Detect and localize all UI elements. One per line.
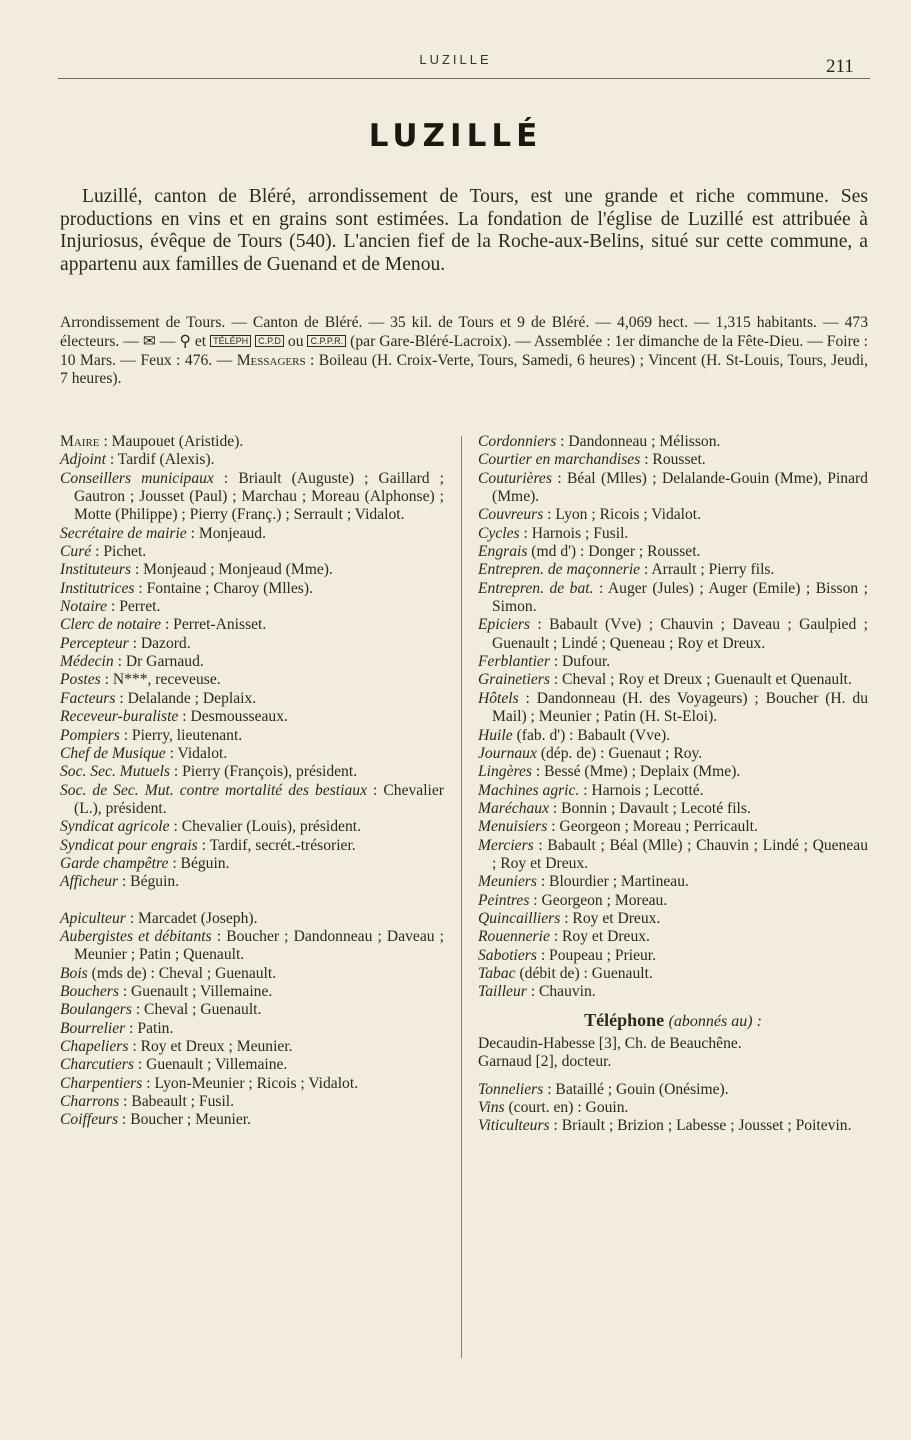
stats-text-3: : Boileau (H. Croix-Verte, Tours, Samedi, 6 heures) ; Vincent (H. St-Louis, Tours, Jeudi, 7 heures). [60,351,868,388]
entry-label: Pompiers [60,726,120,744]
stats-or: ou [287,333,304,351]
entry-label: Tabac [478,964,516,982]
directory-entry [60,782,444,819]
entry-label: Apiculteur [60,909,126,927]
entry-label: Cycles [478,524,520,542]
directory-entry [478,1099,868,1117]
entry-label: Instituteurs [60,561,132,579]
entry-text: : Briault (Auguste) ; Gaillard ; Gautron ; Jousset (Paul) ; Marchau ; Moreau (Alphonse) ; Motte (Philippe) ; Pierry (Franç.) ; Serrault ; Vidalot. [74,469,444,524]
left-column [60,433,444,1130]
entry-text: : Dandonneau (H. des Voyageurs) ; Boucher (H. du Mail) ; Meunier ; Patin (H. St-Eloi). [492,689,868,726]
directory-entry [60,635,444,653]
entry-text: : Bessé (Mme) ; Deplaix (Mme). [535,763,741,781]
entry-text: : Pierry (François), président. [173,763,358,781]
directory-entry [478,745,868,763]
directory-entry [60,580,444,598]
entry-text: : Arrault ; Pierry fils. [644,561,775,579]
section-gap [478,1002,868,1011]
entry-text: (md d') : Donger ; Rousset. [531,543,701,561]
directory-entry [60,1093,444,1111]
entry-label: Bourrelier [60,1019,126,1037]
entry-label: Meuniers [478,873,537,891]
entry-label: Notaire [60,598,108,616]
entry-text: (fab. d') : Babault (Vve). [516,726,671,744]
entry-label: Quincailliers [478,909,561,927]
entry-text: (dép. de) : Guenaut ; Roy. [540,744,703,762]
entry-label: Soc. Sec. Mutuels [60,763,170,781]
entry-label: Médecin [60,653,114,671]
trades-list-right-2 [478,1081,868,1136]
entry-label: Charpentiers [60,1074,143,1092]
directory-entry [60,727,444,745]
entry-label: Vins [478,1099,505,1117]
entry-text: : Pierry, lieutenant. [123,726,243,744]
telephone-box: TÉLÉPH [210,335,251,347]
entry-text: : Delalande ; Deplaix. [119,689,257,707]
entry-label: Soc. de Sec. Mut. contre mortalité des bestiaux [60,781,367,799]
cppr-box: C.P.P.R. [307,335,346,347]
entry-text: (court. en) : Gouin. [508,1099,629,1117]
entry-text: : Harnois ; Lecotté. [583,781,704,799]
entry-text: : Pichet. [95,543,147,561]
directory-entry [60,873,444,891]
entry-label: Coiffeurs [60,1111,119,1129]
directory-entry [60,525,444,543]
entry-text: : Dufour. [553,653,611,671]
entry-text: : Cheval ; Guenault. [135,1001,262,1019]
entry-label: Postes [60,671,101,689]
telephone-title: Téléphone [584,1009,665,1030]
entry-label: Conseillers municipaux [60,469,214,487]
entry-text: : Monjeaud ; Monjeaud (Mme). [134,561,333,579]
entry-text: : Blourdier ; Martineau. [540,873,689,891]
entry-text: : Maupouet (Aristide). [103,433,244,450]
entry-label: Couturières [478,469,552,487]
running-title: LUZILLE [419,52,492,67]
entry-text: : Dazord. [132,634,191,652]
entry-label: Epiciers [478,616,530,634]
directory-entry [478,1081,868,1099]
entry-text: : Tardif, secrét.-trésorier. [201,836,356,854]
entry-label: Adjoint [60,451,106,469]
stats-text-1: Arrondissement de Tours. — Canton de Bléré. — 35 kil. de Tours et 9 de Bléré. — 4,069 hect. — 1,315 habitants. — 473 électeurs. — ✉ — ⚲ et [60,314,868,351]
entry-label: Couvreurs [478,506,544,524]
directory-entry [478,433,868,451]
entry-label: Huile [478,726,513,744]
entry-text: : Fontaine ; Charoy (Mlles). [138,579,313,597]
directory-entry [478,671,868,689]
directory-entry [478,506,868,524]
directory-entry [60,543,444,561]
directory-entry [60,470,444,525]
directory-entry [478,653,868,671]
entry-text: : Roy et Dreux. [564,909,661,927]
entry-text: : Desmousseaux. [182,708,288,726]
directory-entry [60,855,444,873]
entry-label: Garde champêtre [60,854,169,872]
directory-entry [478,451,868,469]
entry-label: Cordonniers [478,433,557,450]
directory-entry [478,837,868,874]
entry-label: Percepteur [60,634,129,652]
directory-entry [60,1020,444,1038]
entry-label: Lingères [478,763,532,781]
entry-text: : Vidalot. [169,744,228,762]
directory-entry [60,616,444,634]
directory-entry [60,1111,444,1129]
directory-entry [60,928,444,965]
section-gap [60,892,444,910]
intro-paragraph: Luzillé, canton de Bléré, arrondissement de Tours, est une grande et riche commune. Ses productions en vins et en grains sont estimées. La fondation de l'église de Luzillé est attribuée à Injuriosus, évêque de Tours (540). L'ancien fief de la Roche-aux-Belins, situé sur cette commune, a appartenu aux familles de Guenand et de Menou. [60,186,868,275]
stats-paragraph [60,314,868,389]
directory-entry [60,451,444,469]
entry-label: Chef de Musique [60,744,166,762]
entry-label: Syndicat agricole [60,818,170,836]
telephone-entry: Decaudin-Habesse [3], Ch. de Beauchêne. [478,1035,742,1052]
directory-entry [478,561,868,579]
entry-label: Charrons [60,1093,120,1111]
entry-label: Curé [60,543,92,561]
entry-text: : Boucher ; Meunier. [121,1111,252,1129]
entry-label: Menuisiers [478,818,548,836]
entry-text: : Babeault ; Fusil. [123,1093,235,1111]
entry-text: : Guenault ; Villemaine. [122,982,273,1000]
directory-entry [60,763,444,781]
directory-entry [60,561,444,579]
directory-entry [60,983,444,1001]
directory-entry [478,690,868,727]
directory-entry [478,947,868,965]
directory-entry [478,727,868,745]
directory-entry [478,543,868,561]
directory-entry [478,782,868,800]
entry-label: Sabotiers [478,946,537,964]
directory-entry [478,818,868,836]
entry-text: : N***, receveuse. [104,671,221,689]
directory-entry [478,965,868,983]
entry-text: : Poupeau ; Prieur. [540,946,657,964]
entry-text: : Béguin. [172,854,230,872]
directory-entry [478,983,868,1001]
directory-entry [478,873,868,891]
entry-text: : Auger (Jules) ; Auger (Emile) ; Bisson ; Simon. [492,579,868,616]
entry-label: Charcutiers [60,1056,134,1074]
entry-text: : Perret-Anisset. [164,616,267,634]
directory-entry [478,525,868,543]
entry-label: Maréchaux [478,799,550,817]
entry-text: : Cheval ; Roy et Dreux ; Guenault et Quenault. [553,671,852,689]
entry-text: : Babault (Vve) ; Chauvin ; Daveau ; Gaulpied ; Guenault ; Lindé ; Queneau ; Roy et Dreux. [492,616,868,652]
entry-label: Tonneliers [478,1080,544,1098]
entry-label: Machines agric. [478,781,580,799]
entry-label: Viticulteurs [478,1117,550,1135]
entry-text: : Tardif (Alexis). [109,451,215,469]
messagers-label: Messagers [236,351,306,369]
entry-label: Bouchers [60,982,119,1000]
directory-entry [478,763,868,781]
chapter-title: LUZILLÉ [368,118,543,154]
entry-label: Courtier en marchandises [478,451,641,469]
directory-entry [60,1075,444,1093]
entry-label: Bois [60,964,88,982]
entry-label: Maire [60,433,100,450]
entry-text: : Bataillé ; Gouin (Onésime). [547,1080,729,1098]
entry-label: Facteurs [60,689,116,707]
entry-text: : Dr Garnaud. [117,653,204,671]
directory-entry [478,1117,868,1135]
entry-label: Chapeliers [60,1038,129,1055]
officials-list [60,433,444,892]
entry-label: Peintres [478,891,530,909]
directory-entry [60,1038,444,1056]
header-rule [58,78,870,79]
page-number: 211 [826,56,854,77]
directory-entry [60,598,444,616]
entry-label: Clerc de notaire [60,616,162,634]
entry-label: Ferblantier [478,653,550,671]
telephone-subtitle: (abonnés au) : [668,1012,762,1030]
entry-label: Merciers [478,836,534,854]
entry-text: : Harnois ; Fusil. [523,524,629,542]
stats-text-2: (par Gare-Bléré-Lacroix). — Assemblée : 1er dimanche de la Fête-Dieu. — Foire : 10 Mars. — Feux : 476. — [60,333,869,369]
entry-text: : Boucher ; Dandonneau ; Daveau ; Meunier ; Patin ; Quenault. [74,927,444,964]
entry-text: (mds de) : Cheval ; Guenault. [91,964,277,982]
entry-label: Journaux [478,744,537,762]
column-divider [461,436,462,1358]
entry-text: : Chevalier (Louis), président. [173,818,361,836]
entry-label: Hôtels [478,689,519,707]
entry-text: : Rousset. [644,451,706,469]
entry-text: : Roy et Dreux. [553,928,650,946]
telephone-entry: Garnaud [2], docteur. [478,1053,612,1071]
right-column [478,433,868,1136]
directory-entry [60,818,444,836]
directory-entry [60,910,444,928]
directory-entry [60,837,444,855]
entry-text: : Roy et Dreux ; Meunier. [132,1038,293,1055]
directory-entry [60,671,444,689]
entry-label: Tailleur [478,983,527,1001]
directory-entry [478,616,868,653]
directory-entry [60,653,444,671]
trades-list-right [478,433,868,1002]
directory-entry [478,470,868,507]
entry-text: : Perret. [110,598,161,616]
directory-entry [478,910,868,928]
entry-label: Grainetiers [478,671,550,689]
entry-text: (débit de) : Guenault. [519,964,653,982]
entry-label: Secrétaire de mairie [60,524,187,542]
directory-entry [60,708,444,726]
directory-entry [478,928,868,946]
directory-entry [60,1001,444,1019]
entry-label: Entrepren. de bat. [478,579,594,597]
entry-text: : Briault ; Brizion ; Labesse ; Jousset ; Poitevin. [553,1117,852,1135]
entry-text: : Chevalier (L.), président. [74,781,444,817]
section-gap [478,1072,868,1081]
directory-entry [60,965,444,983]
entry-text: : Dandonneau ; Mélisson. [560,433,721,450]
entry-text: : Babault ; Béal (Mlle) ; Chauvin ; Lindé ; Queneau ; Roy et Dreux. [492,836,868,872]
entry-text: : Georgeon ; Moreau ; Perricault. [551,818,758,836]
entry-label: Receveur-buraliste [60,708,179,726]
cpd-box: C.P.D [255,335,284,347]
entry-text: : Chauvin. [530,983,596,1001]
entry-text: : Lyon-Meunier ; Ricois ; Vidalot. [146,1074,359,1092]
entry-text: : Patin. [129,1019,174,1037]
entry-label: Institutrices [60,579,135,597]
entry-label: Syndicat pour engrais [60,836,198,854]
entry-text: : Béguin. [121,873,180,891]
directory-entry [478,580,868,617]
directory-entry [60,690,444,708]
directory-entry [60,1056,444,1074]
directory-entry [478,892,868,910]
entry-label: Boulangers [60,1001,132,1019]
directory-entry [60,745,444,763]
entry-text: : Béal (Mlles) ; Delalande-Gouin (Mme), Pinard (Mme). [492,469,868,506]
entry-label: Engrais [478,543,528,561]
directory-entry [60,433,444,451]
trades-list-left [60,910,444,1130]
entry-text: : Monjeaud. [190,524,266,542]
entry-text: : Georgeon ; Moreau. [533,891,668,909]
entry-text: : Marcadet (Joseph). [129,909,258,927]
directory-entry [478,800,868,818]
entry-text: : Bonnin ; Davault ; Lecoté fils. [552,799,751,817]
entry-label: Aubergistes et débitants [60,927,212,945]
entry-label: Afficheur [60,873,119,891]
entry-label: Entrepren. de maçonnerie [478,561,641,579]
entry-label: Rouennerie [478,928,550,946]
entry-text: : Guenault ; Villemaine. [137,1056,288,1074]
telephone-heading [478,1011,868,1031]
entry-text: : Lyon ; Ricois ; Vidalot. [547,506,702,524]
